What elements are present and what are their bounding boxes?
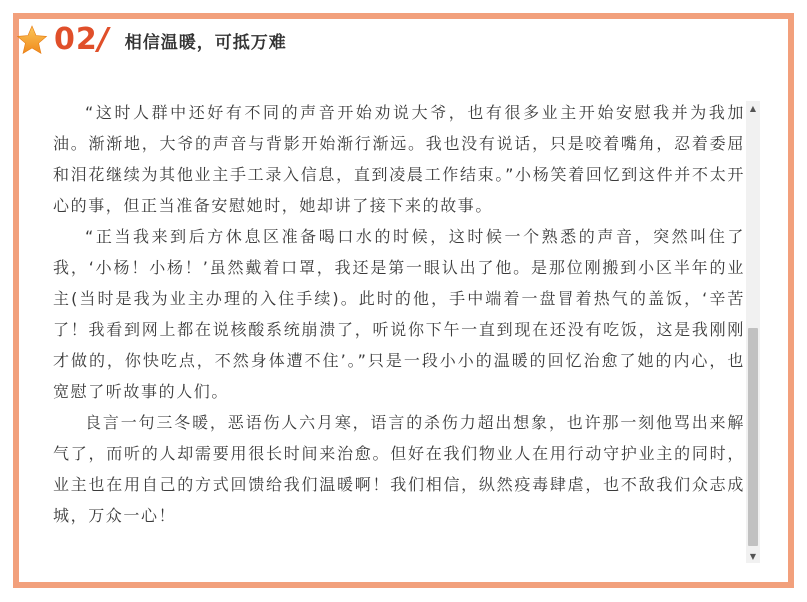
star-icon: [16, 24, 48, 56]
paragraph: 良言一句三冬暖，恶语伤人六月寒，语言的杀伤力超出想象，也许那一刻他骂出来解气了，而听的人却需要用很长时间来治愈。但好在我们物业人在用行动守护业主的同时，业主也在用自己的方式回馈给我们温暖啊！我们相信，纵然疫毒肆虐，也不敌我们众志成城，万众一心！: [53, 413, 745, 525]
section-number: 02: [54, 22, 98, 57]
scroll-up-arrow-icon[interactable]: ▲: [749, 103, 757, 113]
paragraph: “正当我来到后方休息区准备喝口水的时候，这时候一个熟悉的声音，突然叫住了我，‘小杨！小杨！’虽然戴着口罩，我还是第一眼认出了他。是那位刚搬到小区半年的业主(当时是我为业主办理的入住手续)。此时的他，手中端着一盘冒着热气的盖饭，‘辛苦了！我看到网上都在说核酸系统崩溃了，听说你下午一直到现在还没有吃饭，这是我刚刚才做的，你快吃点，不然身体遭不住’。”只是一段小小的温暖的回忆治愈了她的内心，也宽慰了听故事的人们。: [53, 227, 745, 401]
section-header: [16, 20, 287, 60]
section-slash: /: [97, 22, 109, 57]
section-title: 相信温暖，可抵万难: [124, 32, 287, 53]
vertical-scrollbar[interactable]: [746, 101, 760, 563]
paragraph: “这时人群中还好有不同的声音开始劝说大爷，也有很多业主开始安慰我并为我加油。渐渐地，大爷的声音与背影开始渐行渐远。我也没有说话，只是咬着嘴角，忍着委屈和泪花继续为其他业主手工录入信息，直到凌晨工作结束。”小杨笑着回忆到这件并不太开心的事，但正当准备安慰她时，她却讲了接下来的故事。: [53, 103, 745, 215]
scrollbar-thumb[interactable]: [748, 328, 758, 546]
article-body: [53, 97, 745, 556]
scroll-down-arrow-icon[interactable]: ▼: [749, 551, 757, 561]
